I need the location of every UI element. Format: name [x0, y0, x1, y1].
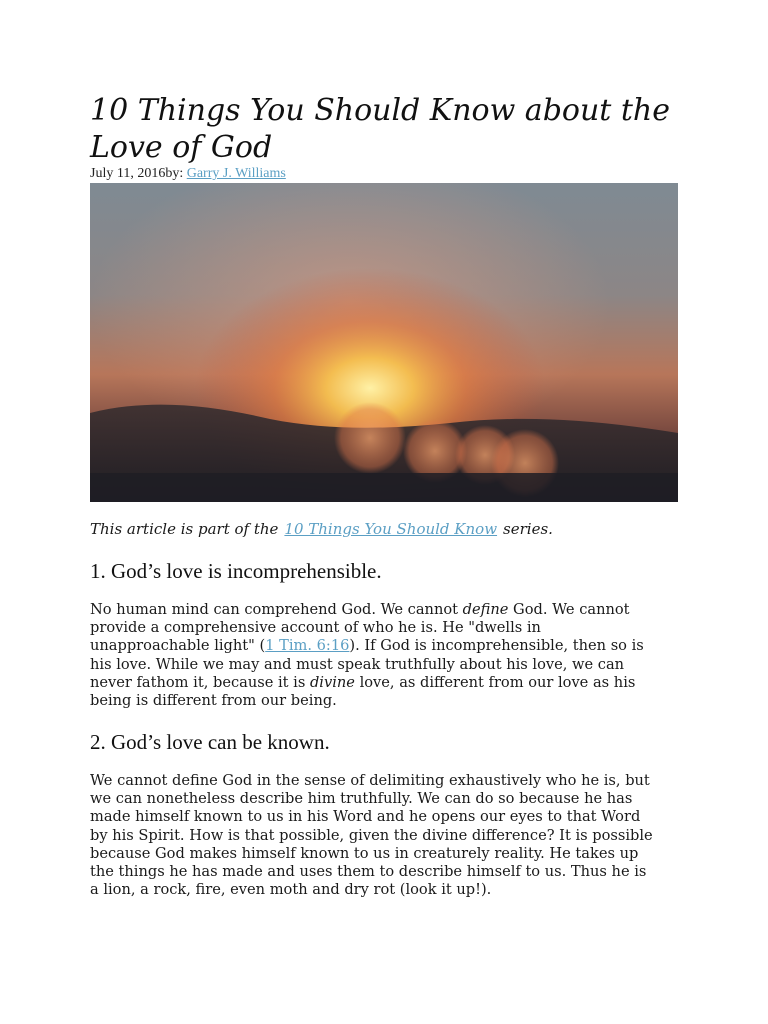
body-line: being is different from our being.: [90, 692, 337, 710]
body-line: provide a comprehensive account of who he is. He "dwells in: [90, 619, 541, 637]
section-body-2: [90, 772, 690, 899]
body-line: his love. While we may and must speak truthfully about his love, we can: [90, 655, 625, 673]
series-note-prefix: This article is part of the: [90, 520, 279, 538]
body-line: unapproachable light" (1 Tim. 6:16). If God is incomprehensible, then so is: [90, 637, 644, 655]
series-note: [90, 519, 690, 539]
body-line: the things he has made and uses them to describe himself to us. Thus he is: [90, 863, 647, 881]
article-title: [90, 92, 690, 166]
body-line: made himself known to us in his Word and he opens our eyes to that Word: [90, 808, 641, 826]
body-line: because God makes himself known to us in creaturely reality. He takes up: [90, 844, 639, 862]
body-line: No human mind can comprehend God. We cannot define God. We cannot: [90, 601, 630, 618]
scripture-link[interactable]: 1 Tim. 6:16: [265, 637, 350, 655]
hero-image: [90, 183, 678, 502]
body-line: by his Spirit. How is that possible, given the divine difference? It is possible: [90, 826, 653, 844]
author-link[interactable]: Garry J. Williams: [186, 166, 286, 181]
byline-label: by:: [165, 166, 187, 181]
article-meta: [90, 165, 286, 183]
section-heading-2: 2. God’s love can be known.: [90, 730, 330, 754]
series-note-suffix: series.: [503, 520, 553, 538]
section-heading-1: 1. God’s love is incomprehensible.: [90, 559, 382, 583]
body-line: we can nonetheless describe him truthfully. We can do so because he has: [90, 790, 633, 808]
section-body-1: [90, 601, 690, 710]
sunset-photo-icon: [90, 183, 678, 502]
body-line: a lion, a rock, fire, even moth and dry rot (look it up!).: [90, 881, 492, 899]
body-line: never fathom it, because it is divine love, as different from our love as his: [90, 673, 636, 691]
series-link[interactable]: 10 Things You Should Know: [284, 520, 498, 538]
article-title-line-2: Love of God: [90, 130, 273, 165]
publish-date: July 11, 2016: [90, 166, 166, 181]
article-title-line-1: 10 Things You Should Know about the: [90, 93, 671, 128]
body-line: We cannot define God in the sense of delimiting exhaustively who he is, but: [90, 772, 650, 789]
